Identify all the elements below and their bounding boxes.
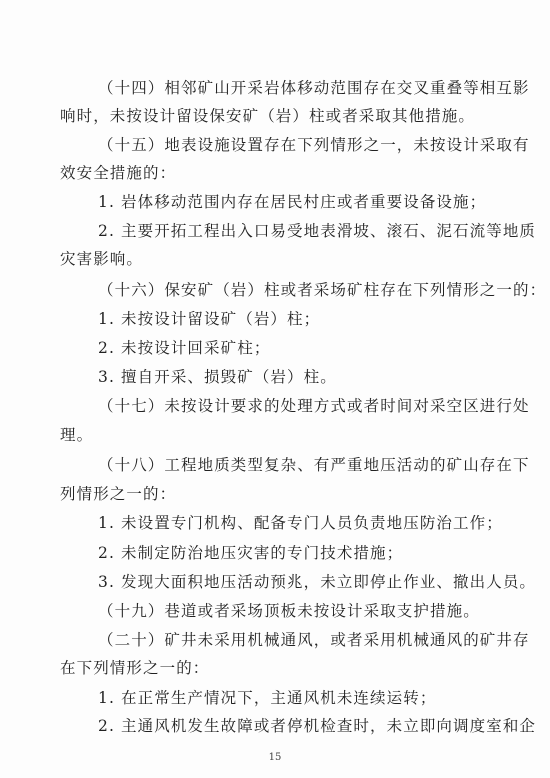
text-line: 2. 未按设计回采矿柱； — [98, 339, 271, 357]
text-line: 在下列情形之一的： — [60, 659, 210, 677]
text-line: 1. 未设置专门机构、配备专门人员负责地压防治工作； — [98, 514, 503, 532]
text-line: 1. 岩体移动范围内存在居民村庄或者重要设备设施； — [98, 193, 487, 211]
text-line: 响时，未按设计留设保安矿（岩）柱或者采取其他措施。 — [60, 107, 476, 125]
text-line: 1. 未按设计留设矿（岩）柱； — [98, 310, 321, 328]
text-line: （十八）工程地质类型复杂、有严重地压活动的矿山存在下 — [98, 456, 530, 474]
text-line: （十四）相邻矿山开采岩体移动范围存在交叉重叠等相互影 — [98, 79, 530, 97]
text-line: （十九）巷道或者采场顶板未按设计采取支护措施。 — [98, 602, 480, 620]
text-line: 1. 在正常生产情况下，主通风机未连续运转； — [98, 689, 437, 707]
text-line: （十七）未按设计要求的处理方式或者时间对采空区进行处 — [98, 397, 530, 415]
text-line: （十五）地表设施设置存在下列情形之一，未按设计采取有 — [98, 136, 530, 154]
text-line: 理。 — [60, 426, 94, 444]
text-line: 灾害影响。 — [60, 250, 144, 268]
text-line: （二十）矿井未采用机械通风，或者采用机械通风的矿井存 — [98, 631, 530, 649]
text-line: 列情形之一的： — [60, 485, 177, 503]
text-line: 2. 未制定防治地压灾害的专门技术措施； — [98, 544, 404, 562]
text-line: 2. 主通风机发生故障或者停机检查时，未立即向调度室和企 — [98, 717, 537, 735]
text-line: 2. 主要开拓工程出入口易受地表滑坡、滚石、泥石流等地质 — [98, 222, 537, 240]
page-number: 15 — [268, 752, 282, 763]
text-line: （十六）保安矿（岩）柱或者采场矿柱存在下列情形之一的： — [98, 281, 547, 299]
text-line: 效安全措施的： — [60, 164, 177, 182]
text-line: 3. 擅自开采、损毁矿（岩）柱。 — [98, 368, 337, 386]
text-line: 3. 发现大面积地压活动预兆，未立即停止作业、撤出人员。 — [98, 573, 537, 591]
